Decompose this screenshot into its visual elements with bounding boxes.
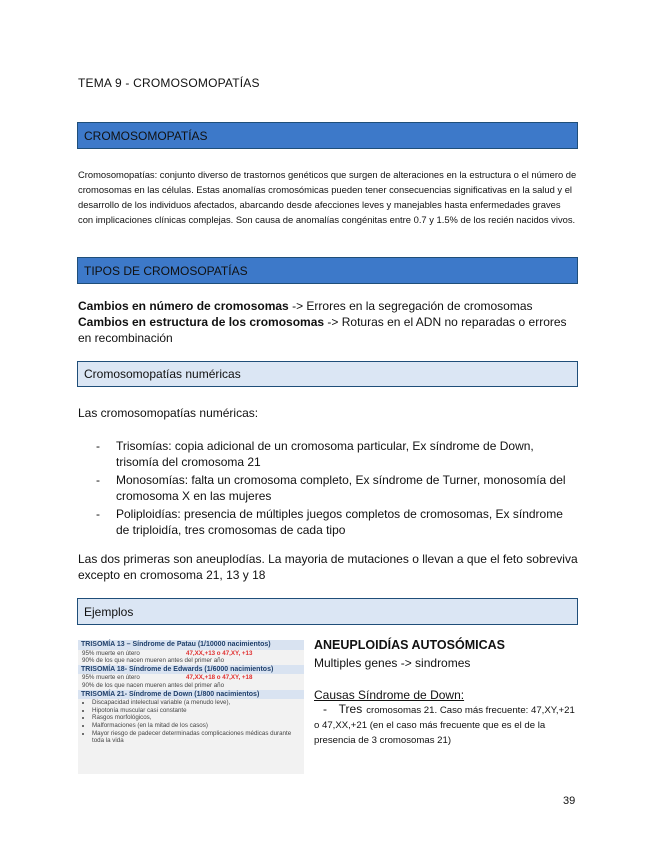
causes-text: cromosomas 21. Caso más frecuente: 47,XY,+21 o 47,XX,+21 (en el caso más frecuente que es el de la presencia de 3 cromosomas 21) xyxy=(314,705,575,746)
list-item: • Malformaciones (en la mitad de los casos) xyxy=(92,722,304,730)
types-description xyxy=(78,298,578,346)
type-label-structure: Cambios en estructura de los cromosomas xyxy=(78,315,325,329)
type-text-structure: -> Roturas en el ADN no reparadas o errores en recombinación xyxy=(78,315,567,345)
table-cell: 95% muerte en útero xyxy=(82,674,140,682)
numeric-list xyxy=(78,438,578,540)
causes-heading: Causas Síndrome de Down: xyxy=(314,688,465,702)
table-cell: 95% muerte en útero xyxy=(82,649,140,657)
section-heading-cromosomopatias xyxy=(77,122,578,149)
section-heading-label: TIPOS DE CROMOSOPATÍAS xyxy=(84,263,248,278)
aneuploidias-subtitle: Multiples genes -> sindromes xyxy=(314,656,471,670)
type-line-number xyxy=(78,298,578,314)
list-item-text: Trisomías: copia adicional de un cromosoma particular, Ex síndrome de Down, trisomía del cromosoma 21 xyxy=(116,439,534,469)
table-header-t13: TRISOMÍA 13 – Síndrome de Patau (1/10000 nacimientos) xyxy=(78,640,304,650)
page-number: 39 xyxy=(563,795,576,807)
definition-paragraph: Cromosomopatías: conjunto diverso de trastornos genéticos que surgen de alteraciones en la estructura o el número de cromosomas en las células. Estas anomalías cromosómicas pueden tener consecuencias significativas en la salud y el desarrollo de los individuos afectados, abarcando desde afecciones leves y manejables hasta enfermedades graves con implicaciones clínicas complejas. Son causa de anomalías congénitas entre 0.7 y 1.5% de los recién nacidos vivos. xyxy=(78,169,577,225)
section-heading-ejemplos xyxy=(77,598,578,625)
section-heading-numericas xyxy=(77,361,578,387)
table-row xyxy=(78,650,304,658)
list-item: • Mayor riesgo de padecer determinadas complicaciones médicas durante toda la vida xyxy=(92,730,304,745)
list-item: • Discapacidad intelectual variable (a menudo leve), xyxy=(92,699,304,707)
dash-bullet: - xyxy=(96,439,100,453)
aneuploidias-title: ANEUPLOIDÍAS AUTOSÓMICAS xyxy=(314,638,505,652)
section-heading-label: CROMOSOMOPATÍAS xyxy=(84,128,208,143)
list-item-text: Monosomías: falta un cromosoma completo, Ex síndrome de Turner, monosomía del cromosoma X en las mujeres xyxy=(116,473,566,503)
table-header-t21: TRISOMÍA 21- Síndrome de Down (1/800 nacimientos) xyxy=(78,690,304,700)
type-line-structure xyxy=(78,314,578,346)
karyotype-label: 47,XX,+13 o 47,XY, +13 xyxy=(186,649,253,657)
numeric-intro: Las cromosomopatías numéricas: xyxy=(78,406,259,420)
list-item: • Rasgos morfológicos, xyxy=(92,714,304,722)
table-row xyxy=(78,674,304,682)
list-item xyxy=(78,438,578,470)
list-item xyxy=(78,472,578,504)
dash-bullet: - xyxy=(96,507,100,521)
trisomy-table-image xyxy=(78,640,304,774)
section-heading-label: Ejemplos xyxy=(84,604,134,619)
type-text-number: -> Errores en la segregación de cromosomas xyxy=(288,299,533,313)
numeric-closing: Las dos primeras son aneuplodías. La mayoria de mutaciones o llevan a que el feto sobreviva excepto en cromosoma 21, 13 y 18 xyxy=(78,552,578,582)
table-header-t18: TRISOMÍA 18- Síndrome de Edwards (1/6000 nacimientos) xyxy=(78,665,304,675)
list-item xyxy=(78,506,578,538)
t21-feature-list xyxy=(78,699,304,745)
section-heading-label: Cromosomopatías numéricas xyxy=(84,367,241,381)
table-row: 90% de los que nacen mueren antes del primer año xyxy=(82,657,225,665)
section-heading-tipos xyxy=(77,257,578,284)
causes-text-block xyxy=(314,702,578,748)
dash-bullet: - xyxy=(96,473,100,487)
list-item-text: Poliploidías: presencia de múltiples juegos completos de cromosomas, Ex síndrome de triploidía, tres cromosomas de cada tipo xyxy=(116,507,563,537)
type-label-number: Cambios en número de cromosomas xyxy=(78,299,289,313)
dash-bullet: - xyxy=(323,702,327,716)
table-row: 90% de los que nacen mueren antes del primer año xyxy=(82,681,225,689)
karyotype-label: 47,XX,+18 o 47,XY, +18 xyxy=(186,674,253,682)
document-title: TEMA 9 - CROMOSOMOPATÍAS xyxy=(78,76,260,90)
causes-word: Tres xyxy=(338,702,363,716)
list-item: • Hipotonía muscular casi constante xyxy=(92,707,304,715)
